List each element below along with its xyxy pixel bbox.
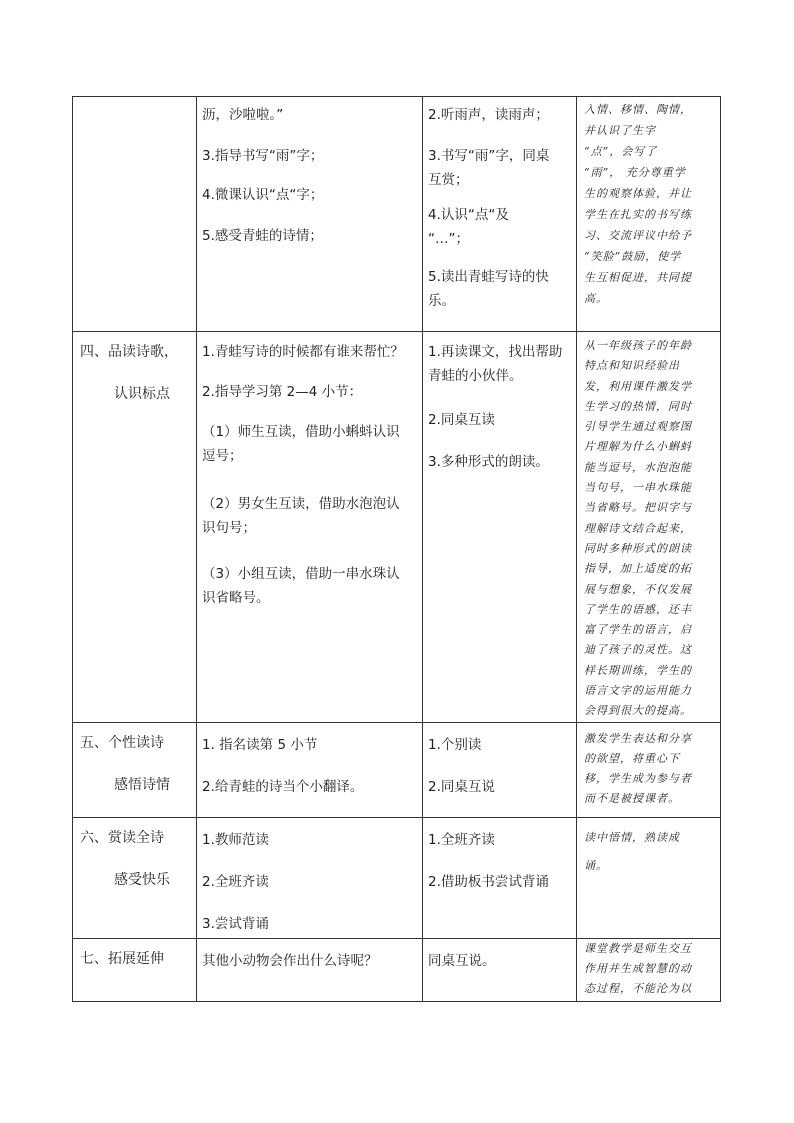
text-line: 1.个别读 [428, 736, 482, 753]
step-cell [73, 722, 197, 817]
design-intent-cell [577, 938, 721, 1001]
text-line: 1.再读课文，找出帮助 [428, 344, 563, 360]
text-line: “…”； [428, 231, 469, 247]
teacher-activity-cell [197, 332, 423, 723]
text-line: （3）小组互读，借助一串水珠认 [202, 566, 400, 582]
step-cell [73, 938, 197, 1001]
text-line: 2.给青蛙的诗当个小翻译。 [202, 778, 364, 795]
step-title: 七、拓展延伸 [80, 950, 164, 967]
design-intent-cell [577, 97, 721, 332]
text-line: 同桌互说。 [428, 952, 496, 969]
note-line: 当句号，一串水珠能 [584, 481, 692, 495]
text-line: 2.全班齐读 [202, 873, 269, 890]
text-line: 2.同桌互读 [428, 412, 495, 428]
note-line: “点”，会写了 [584, 145, 658, 158]
note-line: 会得到很大的提高。 [584, 704, 692, 718]
note-line: 入情、移情、陶情， [584, 103, 692, 116]
note-line: 了学生的语感，还丰 [584, 602, 692, 616]
lesson-plan-table [72, 96, 721, 1002]
note-line: 激发学生表达和分享 [584, 731, 692, 745]
note-line: 引导学生通过观察图 [584, 420, 692, 434]
teacher-activity-cell [197, 817, 423, 938]
teacher-activity-cell [197, 97, 423, 332]
step-title: 四、品读诗歌， [80, 344, 178, 360]
step-cell [73, 817, 197, 938]
note-line: 语言文字的运用能力 [584, 684, 692, 698]
note-line: “雨”， 充分尊重学 [584, 166, 686, 179]
step-cell [73, 97, 197, 332]
table-row [73, 938, 721, 1001]
text-line: 1.全班齐读 [428, 831, 495, 848]
note-line: 读中悟情，熟读成 [584, 830, 680, 844]
student-activity-cell [423, 97, 577, 332]
note-line: 诵。 [584, 858, 608, 872]
student-activity-cell [423, 817, 577, 938]
note-line: 指导，加上适度的拓 [584, 562, 692, 576]
text-line: 2.借助板书尝试背诵 [428, 873, 549, 890]
note-line: 课堂教学是师生交互 [584, 941, 692, 955]
text-line: 4.认识“点“及 [428, 207, 509, 223]
note-line: 同时多种形式的朗读 [584, 541, 692, 555]
text-line: 2.听雨声，读雨声； [428, 107, 549, 123]
text-line: 3.书写“雨”字，同桌 [428, 148, 550, 164]
step-title: 六、赏读全诗 [80, 829, 164, 846]
note-line: 作用并生成智慧的动 [584, 961, 692, 975]
teacher-activity-cell [197, 938, 423, 1001]
text-line: 5.感受青蛙的诗情； [202, 228, 323, 244]
text-line: 识句号； [202, 520, 256, 536]
text-line: 沥，沙啦啦。” [202, 107, 284, 123]
note-line: 生互相促进，共同提 [584, 271, 692, 284]
design-intent-cell [577, 332, 721, 723]
note-line: 移，学生成为参与者 [584, 771, 692, 785]
text-line: 5.读出青蛙写诗的快 [428, 269, 549, 285]
table-row [73, 817, 721, 938]
text-line: 其他小动物会作出什么诗呢？ [202, 952, 378, 969]
text-line: 1.教师范读 [202, 831, 269, 848]
table-row [73, 332, 721, 723]
text-line: 4.微课认识“点“字； [202, 187, 324, 203]
text-line: 3.多种形式的朗读。 [428, 454, 549, 470]
note-line: 生学习的热情，同时 [584, 399, 692, 413]
text-line: （2）男女生互读，借助水泡泡认 [202, 496, 400, 512]
step-subtitle: 认识标点 [114, 386, 170, 402]
note-line: 态过程，不能沦为以 [584, 981, 692, 995]
note-line: 的欲望，将重心下 [584, 751, 680, 765]
step-title: 五、个性读诗 [80, 734, 164, 751]
text-line: 逗号； [202, 448, 243, 464]
text-line: 识省略号。 [202, 590, 270, 606]
teacher-activity-cell [197, 722, 423, 817]
note-line: “笑脸”鼓励，使学 [584, 250, 682, 263]
table-row [73, 97, 721, 332]
text-line: 2.同桌互说 [428, 778, 495, 795]
note-line: 生的观察体验，并让 [584, 187, 692, 200]
note-line: 高。 [584, 292, 608, 305]
note-line: 特点和知识经验出 [584, 359, 680, 373]
note-line: 富了学生的语言，启 [584, 623, 692, 637]
note-line: 而不是被授课者。 [584, 791, 680, 805]
text-line: （1）师生互读，借助小蝌蚪认识 [202, 424, 400, 440]
note-line: 从一年级孩子的年龄 [584, 339, 692, 352]
note-line: 理解诗文结合起来， [584, 521, 692, 535]
text-line: 3.指导书写“雨”字； [202, 148, 324, 164]
step-cell [73, 332, 197, 723]
note-line: 习、交流评议中给予 [584, 229, 692, 242]
note-line: 样长期训练，学生的 [584, 663, 692, 677]
student-activity-cell [423, 938, 577, 1001]
text-line: 互赏； [428, 172, 469, 188]
note-line: 并认识了生字 [584, 124, 656, 137]
text-line: 乐。 [428, 293, 455, 309]
note-line: 片理解为什么小蝌蚪 [584, 440, 692, 454]
note-line: 当省略号。把识字与 [584, 501, 692, 515]
text-line: 1.青蛙写诗的时候都有谁来帮忙？ [202, 344, 404, 360]
student-activity-cell [423, 722, 577, 817]
step-subtitle: 感悟诗情 [114, 776, 170, 793]
student-activity-cell [423, 332, 577, 723]
table-row [73, 722, 721, 817]
text-line: 1. 指名读第 5 小节 [202, 736, 318, 753]
note-line: 迪了孩子的灵性。这 [584, 643, 692, 657]
design-intent-cell [577, 722, 721, 817]
text-line: 3.尝试背诵 [202, 915, 269, 932]
note-line: 发，利用课件激发学 [584, 379, 692, 393]
step-subtitle: 感受快乐 [114, 871, 170, 888]
note-line: 学生在扎实的书写练 [584, 208, 692, 221]
note-line: 展与想象，不仅发展 [584, 582, 692, 596]
text-line: 青蛙的小伙伴。 [428, 368, 523, 384]
note-line: 能当逗号，水泡泡能 [584, 460, 692, 474]
design-intent-cell [577, 817, 721, 938]
text-line: 2.指导学习第 2—4 小节： [202, 384, 363, 400]
